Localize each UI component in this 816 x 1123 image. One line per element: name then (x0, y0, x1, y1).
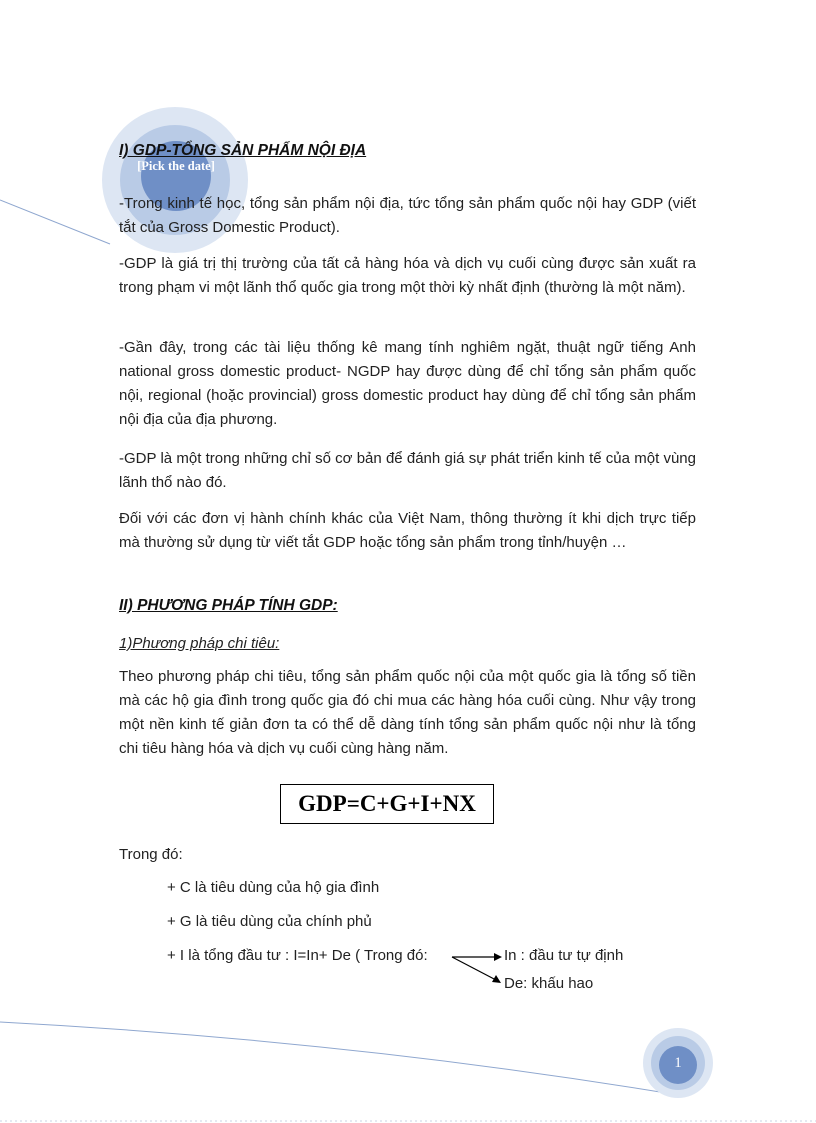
item-g: + G là tiêu dùng của chính phủ (167, 913, 372, 930)
where-label: Trong đó: (119, 846, 183, 863)
arrow-de-line (452, 957, 496, 980)
section1-paragraph-4: -GDP là một trong những chỉ số cơ bản để đánh giá sự phát triển kinh tế của một vùng lãnh thổ nào đó. (119, 450, 696, 491)
section1-title: I) GDP-TỔNG SẢN PHẨM NỘI ĐỊA (119, 142, 367, 159)
arrow-in-head (494, 953, 502, 961)
item-c: + C là tiêu dùng của hộ gia đình (167, 879, 380, 896)
section1-paragraph-1: -Trong kinh tế học, tổng sản phẩm nội địa, tức tổng sản phẩm quốc nội hay GDP (viết tắt của Gross Domestic Product). (119, 195, 696, 236)
item-i: + I là tổng đầu tư : I=In+ De ( Trong đó: (167, 947, 428, 964)
section2-subtitle: 1)Phương pháp chi tiêu: (119, 635, 280, 652)
branch-de: De: khấu hao (504, 975, 594, 992)
gdp-formula: GDP=C+G+I+NX (280, 784, 494, 824)
section1-paragraph-3: -Gần đây, trong các tài liệu thống kê mang tính nghiêm ngặt, thuật ngữ tiếng Anh national gross domestic product- NGDP hay được dùng để chỉ tổng sản phẩm quốc nội, regional (hoặc provincial) gross domestic product hay dùng để chỉ tổng sản phẩm nội địa của địa phương. (119, 339, 696, 428)
section2-paragraph: Theo phương pháp chi tiêu, tổng sản phẩm quốc nội của một quốc gia là tổng số tiền mà các hộ gia đình trong quốc gia đó chi mua các hàng hóa cuối cùng. Như vậy trong một nền kinh tế giản đơn ta có thể dễ dàng tính tổng sản phẩm quốc nội như là tổng chi tiêu hàng hóa và dịch vụ cuối cùng hàng năm. (119, 668, 696, 757)
page-number: 1 (674, 1055, 682, 1071)
decor-line-bottom (0, 1022, 660, 1092)
section2-title: II) PHƯƠNG PHÁP TÍNH GDP: (119, 597, 338, 614)
date-placeholder[interactable]: [Pick the date] (137, 159, 215, 173)
decor-line-top (0, 200, 110, 244)
section1-paragraph-5: Đối với các đơn vị hành chính khác của Việt Nam, thông thường ít khi dịch trực tiếp mà thường sử dụng từ viết tắt GDP hoặc tổng sản phẩm trong tỉnh/huyện … (119, 510, 696, 551)
branch-in: In : đầu tư tự định (504, 947, 624, 964)
section1-paragraph-2: -GDP là giá trị thị trường của tất cả hàng hóa và dịch vụ cuối cùng được sản xuất ra trong phạm vi một lãnh thổ quốc gia trong một thời kỳ nhất định (thường là một năm). (119, 255, 696, 296)
